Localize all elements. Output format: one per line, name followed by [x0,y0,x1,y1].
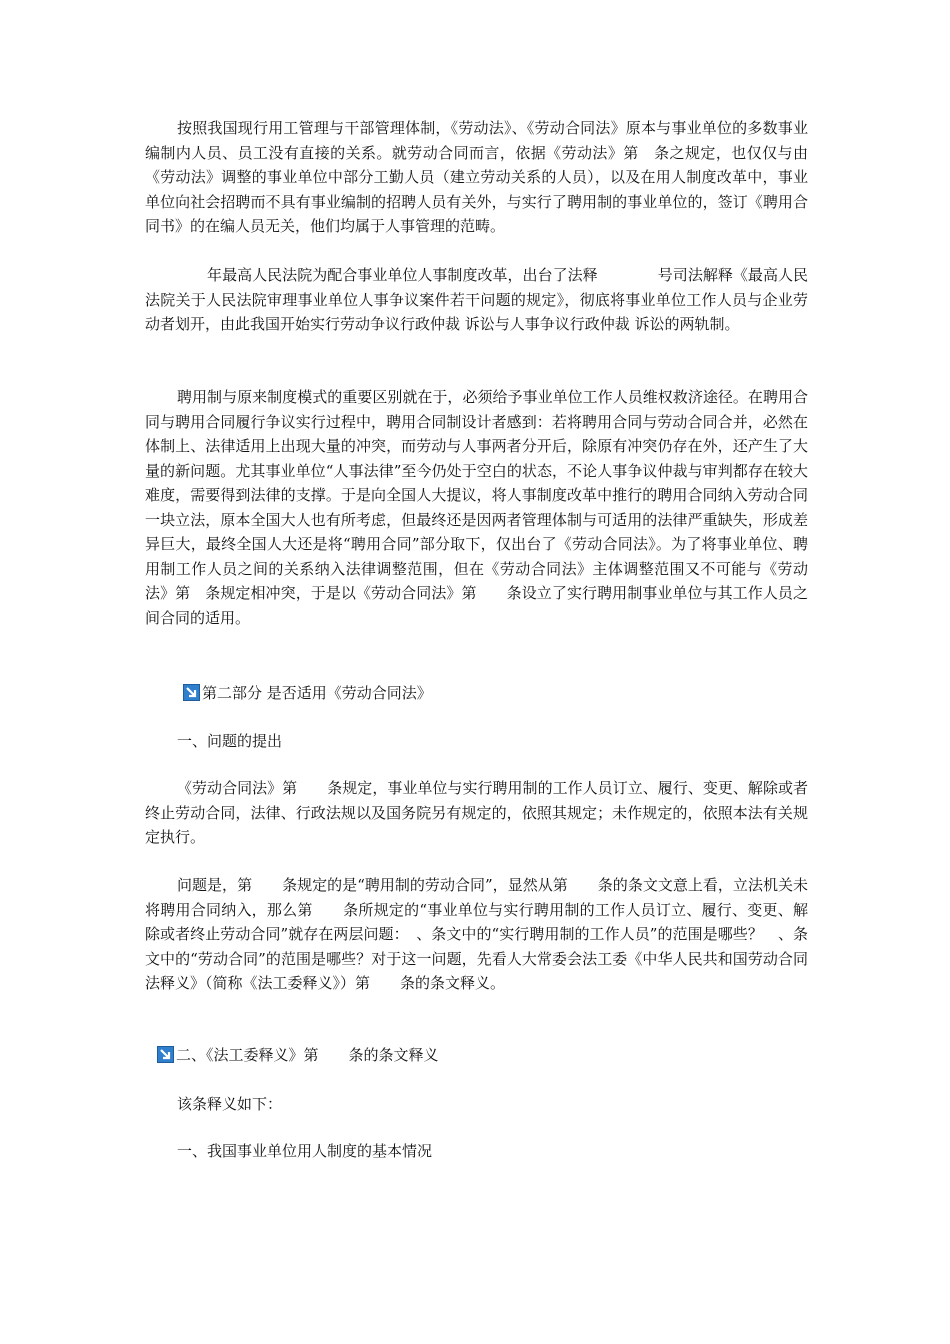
paragraph-4: 《劳动合同法》第 条规定，事业单位与实行聘用制的工作人员订立、履行、变更、解除或者终止劳动合同，法律、行政法规以及国务院另有规定的，依照其规定；未作规定的，依照本法有关规定执行。 [145,779,808,846]
paragraph-3: 聘用制与原来制度模式的重要区别就在于，必须给予事业单位工作人员维权救济途径。在聘用合同与聘用合同履行争议实行过程中，聘用合同制设计者感到：若将聘用合同与劳动合同合并，必然在体制上、法律适用上出现大量的冲突，而劳动与人事两者分开后，除原有冲突仍存在外，还产生了大量的新问题。尤其事业单位“人事法律”至今仍处于空白的状态，不论人事争议仲裁与审判都存在较大难度，需要得到法律的支撑。于是向全国人大提议，将人事制度改革中推行的聘用合同纳入劳动合同一块立法，原本全国大人也有所考虑，但最终还是因两者管理体制与可适用的法律严重缺失，形成差异巨大，最终全国人大还是将“聘用合同”部分取下，仅出台了《劳动合同法》。为了将事业单位、聘用制工作人员之间的关系纳入法律调整范围，但在《劳动合同法》主体调整范围又不可能与《劳动法》第 条规定相冲突，于是以《劳动合同法》第 条设立了实行聘用制事业单位与其工作人员之间合同的适用。 [145,388,808,627]
paragraph-3-block [145,385,808,630]
intro-text: 该条释义如下： [177,1095,283,1113]
paragraph-5: 问题是，第 条规定的是“聘用制的劳动合同”，显然从第 条的条文文意上看，立法机关未将聘用合同纳入，那么第 条所规定的“事业单位与实行聘用制的工作人员订立、履行、变更、解除或者终止劳动合同”就存在两层问题： 、条文中的“实行聘用制的工作人员”的范围是哪些？ 、条文中的“劳动合同”的范围是哪些？对于这一问题，先看人大常委会法工委《中华人民共和国劳动合同法释义》（简称《法工委释义》）第 条的条文释义。 [145,876,808,992]
subheading-problem [177,729,282,753]
arrow-down-right-icon [183,684,200,701]
interpretation-title: 二、《法工委释义》第 条的条文释义 [176,1046,439,1064]
subheading-situation [177,1139,432,1163]
arrow-down-right-icon [157,1046,174,1063]
part-two-title: 第二部分 是否适用《劳动合同法》 [202,684,432,702]
paragraph-2: 年最高人民法院为配合事业单位人事制度改革，出台了法释 号司法解释《最高人民法院关于人民法院审理事业单位人事争议案件若干问题的规定》，彻底将事业单位工作人员与企业劳动者划开，由此我国开始实行劳动争议行政仲裁 诉讼与人事争议行政仲裁 诉讼的两轨制。 [145,266,808,333]
situation-title: 一、我国事业单位用人制度的基本情况 [177,1142,433,1160]
section-heading-interpretation [157,1043,439,1067]
paragraph-5-block [145,873,808,996]
paragraph-1: 按照我国现行用工管理与干部管理体制，《劳动法》、《劳动合同法》原本与事业单位的多数事业编制内人员、员工没有直接的关系。就劳动合同而言，依据《劳动法》第 条之规定，也仅仅与由《劳动法》调整的事业单位中部分工勤人员（建立劳动关系的人员），以及在用人制度改革中，事业单位向社会招聘而不具有事业编制的招聘人员有关外，与实行了聘用制的事业单位的，签订《聘用合同书》的在编人员无关，他们均属于人事管理的范畴。 [145,119,808,235]
paragraph-2-block [145,263,808,337]
problem-title: 一、问题的提出 [177,732,283,750]
section-heading-part-two [183,681,432,705]
paragraph-1-block [145,116,808,239]
intro-line [177,1092,282,1116]
paragraph-4-block [145,776,808,850]
